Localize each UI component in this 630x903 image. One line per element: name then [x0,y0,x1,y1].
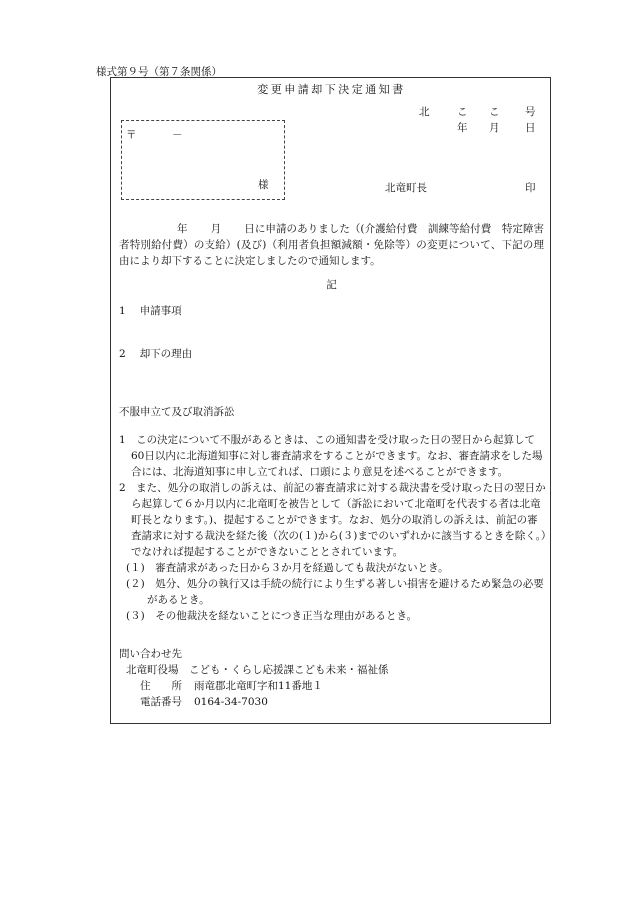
document-frame [110,77,551,724]
item-label: 却下の理由 [139,348,193,360]
address-box [121,120,285,200]
phone-label: 電話番号 [140,696,182,708]
contact-address [119,678,389,694]
date-day: 日 [525,122,536,134]
issuer-seal: 印 [525,182,536,194]
appeal-paragraph-1: 1 この決定について不服があるときは、この通知書を受け取った日の翌日から起算して60日以内に北海道知事に対し審査請求をすることができます。なお、審査請求をした場合には、北海道知事に申し立てれば、口頭により意見を述べることができます。 [119,434,543,478]
appeal-condition-2: (２) 処分、処分の執行又は手続の続行により生ずる著しい損害を避けるため緊急の必要があるとき。 [126,578,544,606]
intro-year: 年 [177,223,188,235]
ki-mark: 記 [326,279,337,291]
item-application [119,303,182,318]
issuer-name: 北竜町長 [385,182,427,194]
item-reason [119,346,192,361]
address-label: 住 所 [140,680,182,692]
item-label: 申請事項 [139,305,182,317]
contact-heading: 問い合わせ先 [119,648,182,660]
appeal-paragraph-2: 2 また、処分の取消しの訴えは、前記の審査請求に対する裁決書を受け取った日の翌日から起算して６か月以内に北竜町を被告として（訴訟において北竜町を代表する者は北竜町長となります。)、提起することができます。なお、処分の取消しの訴えは、前記の審査請求に対する裁決を経た後（次の(１)から(３)までのいずれかに該当するときを除く。）でなければ提起することができないこととされています。 [119,482,547,558]
intro-month: 月 [210,223,222,235]
number-suffix: 号 [525,106,536,118]
postal-mark: 〒 [126,129,137,141]
date-year: 年 [457,122,468,134]
date-month: 月 [489,122,500,134]
address-value: 雨竜郡北竜町字和11番地１ [194,680,323,692]
intro-body: 日に申請のありました（(介護給付費 訓練等給付費 特定障害者特別給付費）の支給）(及び)（利用者負担額減額・免除等）の変更について、下記の理由により却下することに決定しましたので通知します。 [119,223,545,267]
intro-paragraph [119,221,544,269]
appeal-heading: 不服申立て及び取消訴訟 [119,406,235,418]
phone-value: 0164-34-7030 [194,696,268,708]
contact-phone [119,694,389,710]
number-placeholder-2: こ [489,106,500,118]
document-title: 変更申請却下決定通知書 [257,83,406,96]
contact-office: 北竜町役場 こども・くらし応援課こども未来・福祉係 [126,664,389,676]
appeal-condition-1: (１) 審査請求があった日から３か月を経過しても裁決がないとき。 [126,562,449,574]
form-id: 様式第９号（第７条関係） [96,66,222,78]
number-prefix: 北 [419,106,430,118]
number-placeholder-1: こ [457,106,468,118]
postal-dash: － [172,129,183,141]
appeal-section [119,432,547,624]
appeal-condition-3: (３) その他裁決を経ないことにつき正当な理由があるとき。 [126,610,418,622]
item-number: 2 [119,348,126,360]
recipient-honorific: 様 [258,179,269,191]
contact-block [119,646,389,710]
item-number: 1 [119,305,126,317]
